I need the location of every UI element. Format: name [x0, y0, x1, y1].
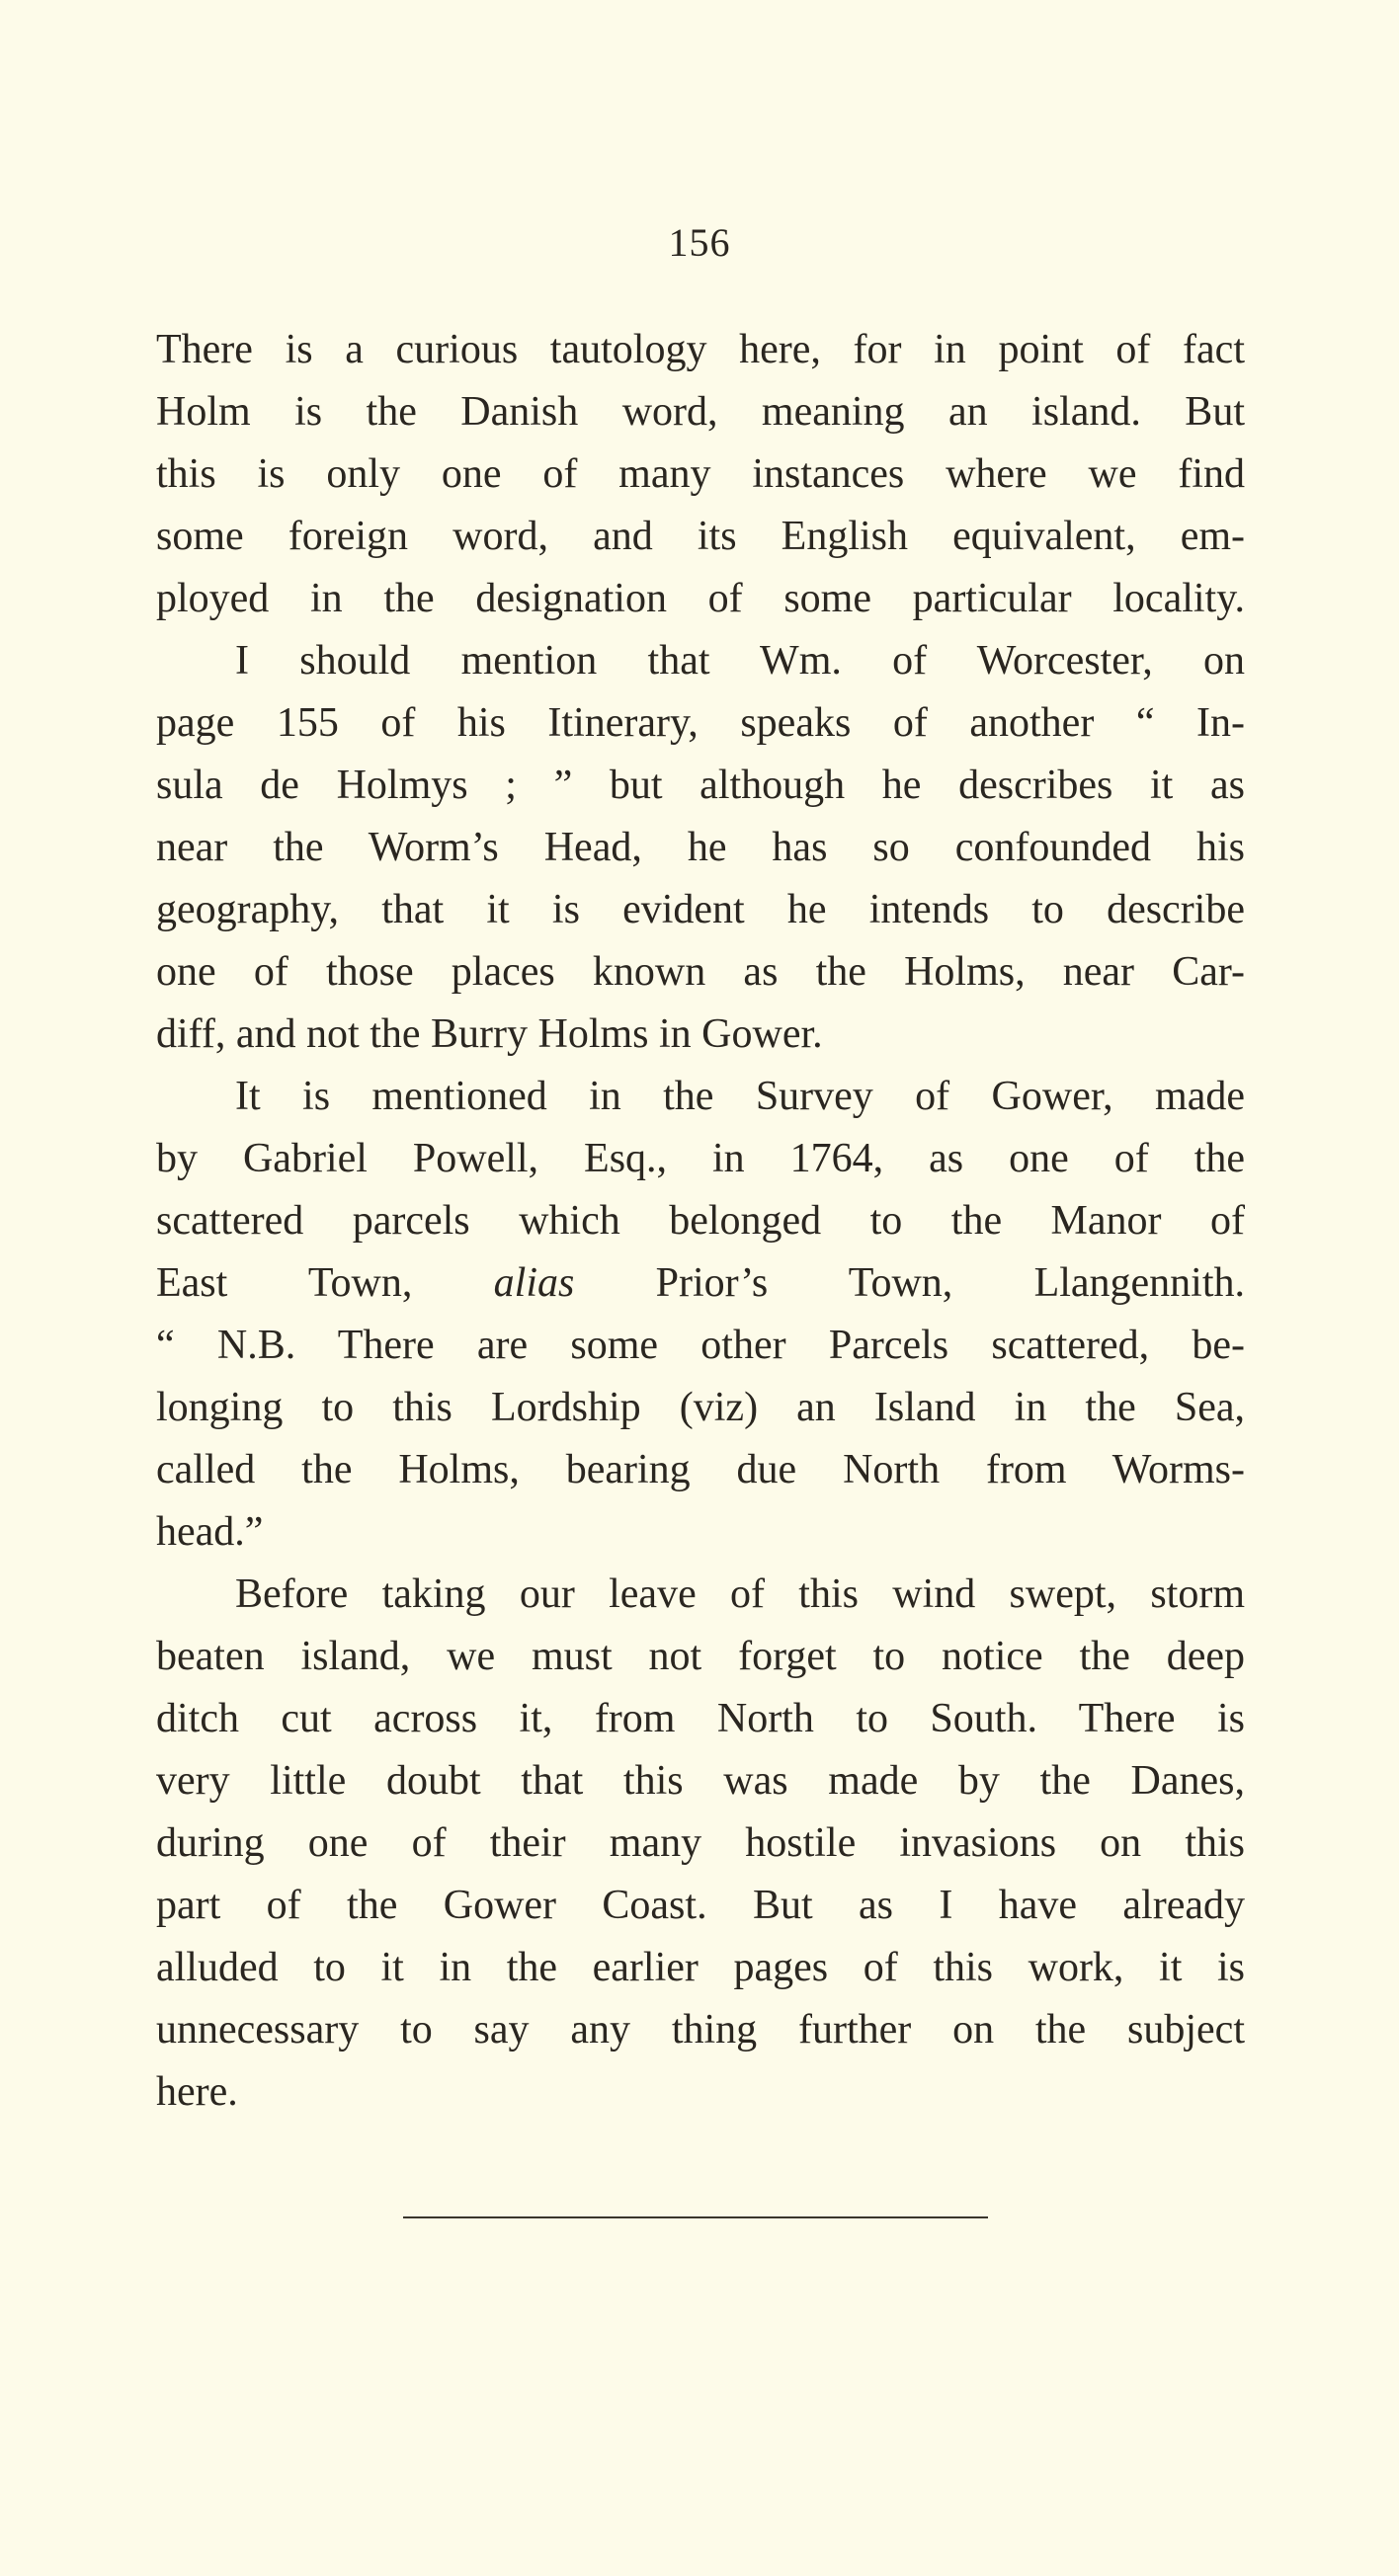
text-line: sula de Holmys ; ” but although he describes it as	[156, 763, 1245, 808]
body-text	[156, 319, 1245, 2124]
east-town-after: Prior’s Town, Llangennith.	[655, 1260, 1246, 1306]
text-line: longing to this Lordship (viz) an Island in the Sea,	[156, 1385, 1245, 1430]
text-line: head.”	[156, 1509, 264, 1555]
alias-italic: alias	[493, 1260, 575, 1306]
text-line: There is a curious tautology here, for in point of fact	[156, 327, 1245, 372]
text-line: ployed in the designation of some particular locality.	[156, 576, 1245, 621]
end-rule-divider	[403, 2216, 988, 2218]
text-line: part of the Gower Coast. But as I have already	[156, 1883, 1245, 1928]
text-line: unnecessary to say any thing further on the subject	[156, 2007, 1245, 2053]
text-line: by Gabriel Powell, Esq., in 1764, as one of the	[156, 1136, 1245, 1181]
text-line: Before taking our leave of this wind swept, storm	[235, 1571, 1245, 1617]
text-line: very little doubt that this was made by the Danes,	[156, 1758, 1245, 1804]
text-line: near the Worm’s Head, he has so confounded his	[156, 825, 1245, 870]
text-line: ditch cut across it, from North to South. There is	[156, 1696, 1245, 1741]
text-line: this is only one of many instances where we find	[156, 451, 1245, 497]
text-line: geography, that it is evident he intends to describe	[156, 887, 1245, 932]
east-town-before: East Town,	[156, 1260, 413, 1306]
text-line: scattered parcels which belonged to the Manor of	[156, 1198, 1245, 1244]
text-line: I should mention that Wm. of Worcester, on	[235, 638, 1245, 684]
text-line: during one of their many hostile invasions on this	[156, 1820, 1245, 1866]
text-line: “ N.B. There are some other Parcels scattered, be-	[156, 1323, 1245, 1368]
text-line: here.	[156, 2069, 238, 2115]
text-line: beaten island, we must not forget to notice the deep	[156, 1634, 1245, 1679]
text-line: called the Holms, bearing due North from Worms-	[156, 1447, 1245, 1492]
text-line: Holm is the Danish word, meaning an island. But	[156, 389, 1245, 435]
text-line-east-town	[156, 1252, 1245, 1315]
text-line: diff, and not the Burry Holms in Gower.	[156, 1011, 823, 1057]
text-line: alluded to it in the earlier pages of this work, it is	[156, 1945, 1245, 1990]
text-line: one of those places known as the Holms, near Car-	[156, 949, 1245, 995]
text-line: It is mentioned in the Survey of Gower, made	[235, 1074, 1245, 1119]
text-line: page 155 of his Itinerary, speaks of another “ In-	[156, 700, 1245, 746]
text-line: some foreign word, and its English equivalent, em-	[156, 514, 1245, 559]
page-number: 156	[668, 220, 731, 265]
